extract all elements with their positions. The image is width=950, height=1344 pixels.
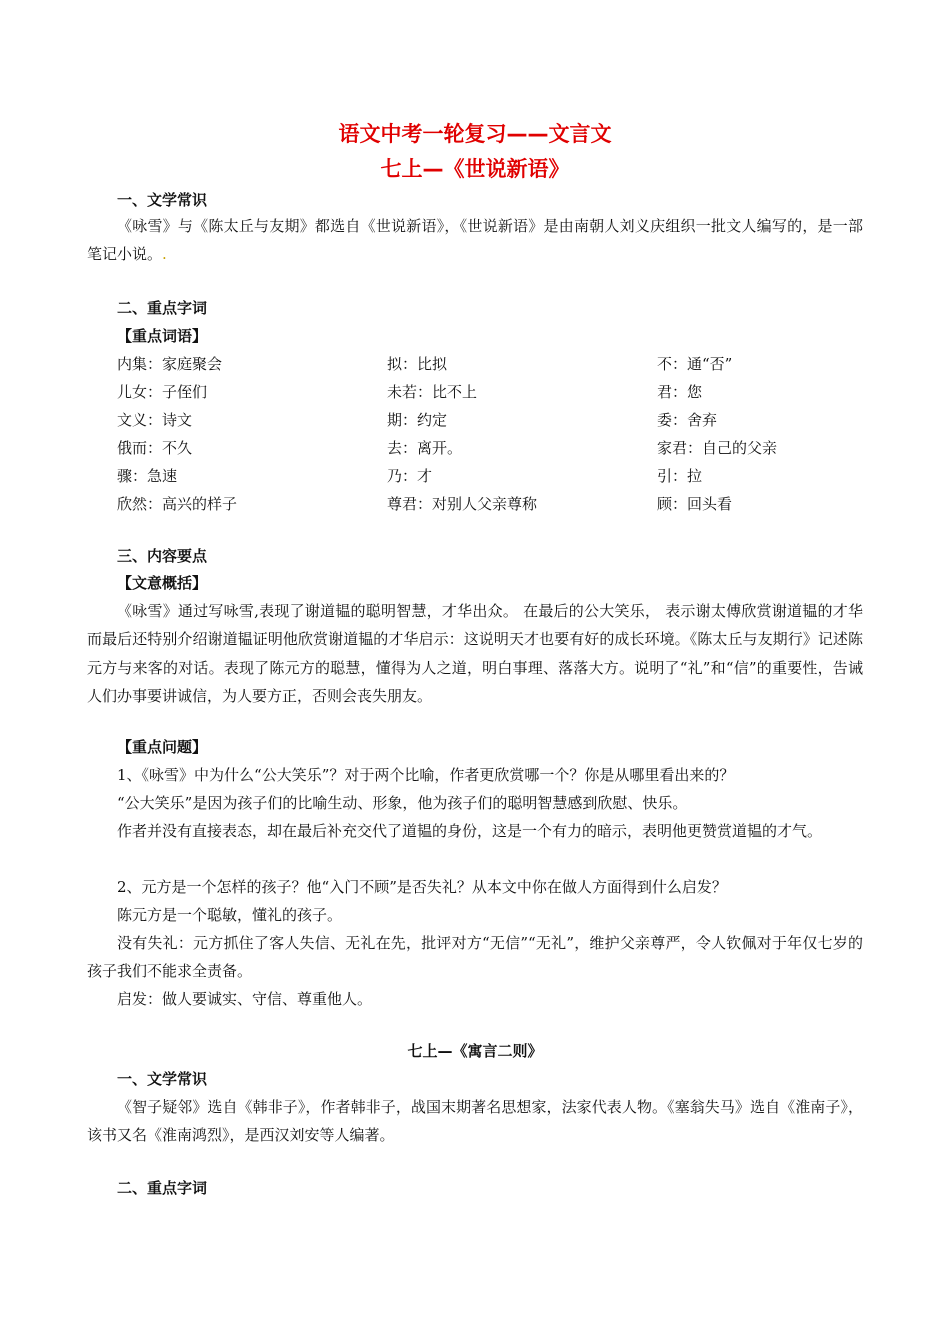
answer-2-part-3: 启发：做人要诚实、守信、尊重他人。 (117, 990, 373, 1008)
subheading-key-vocabulary: 【重点词语】 (117, 327, 208, 345)
question-2: 2、元方是一个怎样的孩子？他“入门不顾”是否失礼？从本文中你在做人方面得到什么启发？ (117, 878, 727, 896)
vocab-item: 儿女：子侄们 (117, 383, 208, 401)
literary-knowledge-paragraph-2: 《智子疑邻》选自《韩非子》，作者韩非子，战国末期著名思想家，法家代表人物。《塞翁失马》选自《淮南子》，该书又名《淮南鸿烈》，是西汉刘安等人编著。 (87, 1098, 863, 1145)
document-title: 语文中考一轮复习——文言文 (338, 122, 612, 146)
answer-2-part-2: 没有失礼：元方抓住了客人失信、无礼在先，批评对方“无信”“无礼”，维护父亲尊严，令人钦佩对于年仅七岁的孩子我们不能求全责备。 (87, 934, 863, 981)
vocab-item: 引：拉 (657, 467, 703, 485)
vocab-item: 期：约定 (387, 411, 448, 429)
vocab-item: 顾：回头看 (657, 495, 733, 513)
vocab-item: 拟：比拟 (387, 355, 448, 373)
vocab-item: 家君：自己的父亲 (657, 439, 778, 457)
vocab-item: 俄而：不久 (117, 439, 193, 457)
vocab-item: 文义：诗文 (117, 411, 193, 429)
section-heading-key-words-2: 二、重点字词 (117, 1179, 208, 1197)
vocab-item: 乃：才 (387, 467, 433, 485)
vocab-item: 去：离开。 (387, 439, 463, 457)
lesson-title-fables: 七上—《寓言二则》 (407, 1042, 543, 1060)
question-1: 1、《咏雪》中为什么“公大笑乐”？对于两个比喻，作者更欣赏哪一个？你是从哪里看出来的？ (117, 766, 735, 784)
literary-knowledge-text: 《咏雪》与《陈太丘与友期》都选自《世说新语》，《世说新语》是由南朝人刘义庆组织一批文人编写的，是一部笔记小说。 (87, 217, 863, 264)
section-heading-literary-knowledge: 一、文学常识 (117, 191, 208, 209)
vocab-item: 内集：家庭聚会 (117, 355, 223, 373)
answer-1-part-2: 作者并没有直接表态，却在最后补充交代了道韫的身份，这是一个有力的暗示，表明他更赞赏道韫的才气。 (117, 822, 823, 840)
section-heading-literary-knowledge-2: 一、文学常识 (117, 1070, 208, 1088)
vocab-item: 骤：急速 (117, 467, 178, 485)
vocab-item: 委：舍弃 (657, 411, 718, 429)
subheading-summary: 【文意概括】 (117, 574, 208, 592)
section-heading-content-points: 三、内容要点 (117, 547, 208, 565)
literary-knowledge-paragraph (87, 212, 863, 269)
vocab-item: 欣然：高兴的样子 (117, 495, 238, 513)
answer-2-part-1: 陈元方是一个聪敏，懂礼的孩子。 (117, 906, 343, 924)
lesson-title-shishuoxinyu: 七上—《世说新语》 (380, 157, 570, 181)
subheading-key-questions: 【重点问题】 (117, 738, 208, 756)
answer-1-part-1: “公大笑乐”是因为孩子们的比喻生动、形象，他为孩子们的聪明智慧感到欣慰、快乐。 (117, 794, 688, 812)
vocab-item: 未若：比不上 (387, 383, 478, 401)
decorative-dot: . (162, 245, 167, 264)
vocab-item: 不：通“否” (657, 355, 733, 373)
section-heading-key-words: 二、重点字词 (117, 299, 208, 317)
vocab-item: 君：您 (657, 383, 703, 401)
summary-paragraph: 《咏雪》通过写咏雪,表现了谢道韫的聪明智慧，才华出众。 在最后的公大笑乐， 表示谢太傅欣赏谢道韫的才华 而最后还特别介绍谢道韫证明他欣赏谢道韫的才华启示：这说明天才也要有好的成长环境。《陈太丘与友期行》记述陈元方与来客的对话。表现了陈元方的聪慧，懂得为人之道，明白事理、落落大方。说明了“礼”和“信”的重要性，告诫人们办事要讲诚信，为人要方正，否则会丧失朋友。 (87, 602, 863, 705)
vocab-item: 尊君：对别人父亲尊称 (387, 495, 538, 513)
